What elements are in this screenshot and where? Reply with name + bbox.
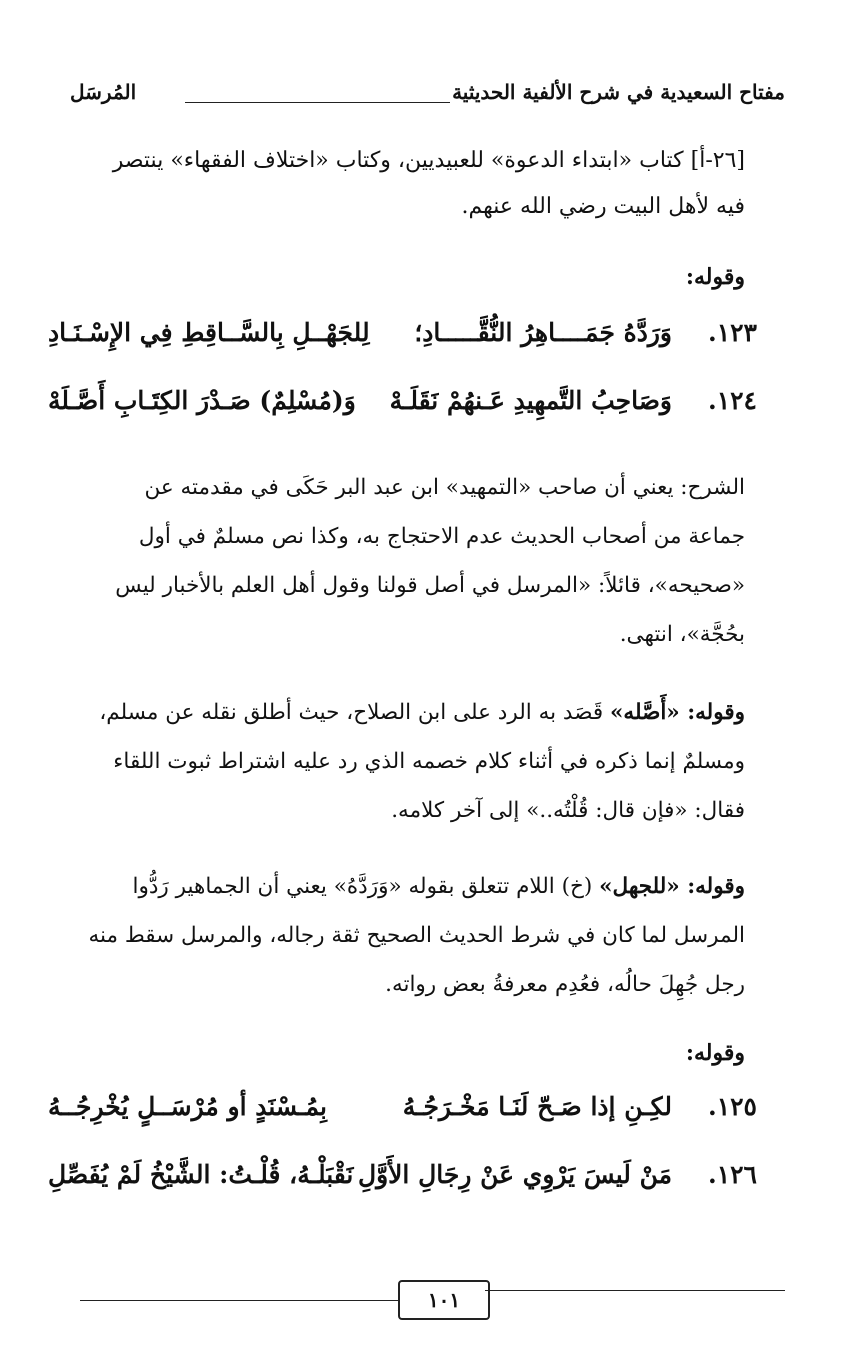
book-title: مفتاح السعيدية في شرح الألفية الحديثية [452, 80, 785, 104]
verse-label: وقوله: [685, 1040, 745, 1066]
note-line [62, 688, 745, 737]
section-title: المُرسَل [70, 80, 137, 104]
verse-line [48, 386, 757, 432]
verse-second-hemistich: وَ(مُسْلِمٌ) صَـدْرَ الكِتَـابِ أَصَّـلَهْ [48, 386, 356, 415]
verse-number: ١٢٥. [707, 1092, 757, 1121]
verse-number: ١٢٤. [707, 386, 757, 415]
commentary-paragraph [62, 463, 745, 659]
footer-rule [485, 1290, 785, 1291]
note-lead: وقوله: «أَصَّله» [609, 700, 745, 725]
verse-line [48, 1160, 757, 1206]
verse-first-hemistich: لكِـنِ إذا صَـحّ لَنَـا مَخْـرَجُـهُ [402, 1092, 672, 1121]
note-line: رجل جُهِلَ حالُه، فعُدِم معرفةُ بعض رواته. [385, 972, 745, 997]
intro-line: فيه لأهل البيت رضي الله عنهم. [461, 194, 745, 219]
footer-rule [80, 1300, 398, 1301]
verse-second-hemistich: نَقْبَلْـهُ، قُلْـتُ: الشَّيْخُ لَمْ يُفَصِّلِ [48, 1160, 354, 1189]
note-paragraph [62, 688, 745, 835]
verse-second-hemistich: بِمُـسْنَدٍ أو مُرْسَــلٍ يُخْرِجُــهُ [48, 1092, 327, 1121]
commentary-line: بحُجَّة»، انتهى. [619, 622, 745, 647]
verse-label: وقوله: [685, 264, 745, 290]
commentary-line: الشرح: يعني أن صاحب «التمهيد» ابن عبد البر حَكَى في مقدمته عن [144, 475, 745, 500]
commentary-line: «صحيحه»، قائلاً: «المرسل في أصل قولنا وقول أهل العلم بالأخبار ليس [115, 573, 745, 598]
running-header [70, 80, 785, 120]
verse-first-hemistich: وَرَدَّهُ جَمَــــاهِرُ النُّقَّـــــادِ؛ [414, 318, 672, 347]
header-rule [185, 102, 450, 103]
note-line: المرسل لما كان في شرط الحديث الصحيح ثقة رجاله، والمرسل سقط منه [88, 923, 745, 948]
commentary-line: جماعة من أصحاب الحديث عدم الاحتجاج به، وكذا نص مسلمٌ في أول [138, 524, 745, 549]
intro-paragraph [60, 138, 745, 230]
note-line [62, 862, 745, 911]
note-lead: وقوله: «للجهل» [599, 874, 745, 899]
verse-line [48, 318, 757, 364]
page-number: ١٠١ [398, 1280, 490, 1320]
note-line: فقال: «فإن قال: قُلْتُه..» إلى آخر كلامه. [391, 798, 745, 823]
intro-line: [٢٦-أ] كتاب «ابتداء الدعوة» للعبيديين، وكتاب «اختلاف الفقهاء» ينتصر [112, 148, 745, 173]
verse-number: ١٢٣. [707, 318, 757, 347]
verse-line [48, 1092, 757, 1138]
verse-first-hemistich: مَنْ لَيسَ يَرْوِي عَنْ رِجَالِ الأَوَّلِ [357, 1160, 672, 1189]
verse-first-hemistich: وَصَاحِبُ التَّمهِيدِ عَـنهُمْ نَقَلَـهْ [389, 386, 672, 415]
note-line: ومسلمٌ إنما ذكره في أثناء كلام خصمه الذي رد عليه اشتراط ثبوت اللقاء [113, 749, 745, 774]
note-text: (خ) اللام تتعلق بقوله «وَرَدَّهُ» يعني أن الجماهير رَدُّوا [132, 874, 593, 899]
verse-second-hemistich: لِلجَهْــلِ بِالسَّــاقِطِ فِي الإِسْـنَـادِ [48, 318, 370, 347]
note-text: قَصَد به الرد على ابن الصلاح، حيث أطلق نقله عن مسلم، [99, 700, 604, 725]
verse-number: ١٢٦. [707, 1160, 757, 1189]
page-footer [80, 1270, 785, 1320]
note-paragraph [62, 862, 745, 1009]
